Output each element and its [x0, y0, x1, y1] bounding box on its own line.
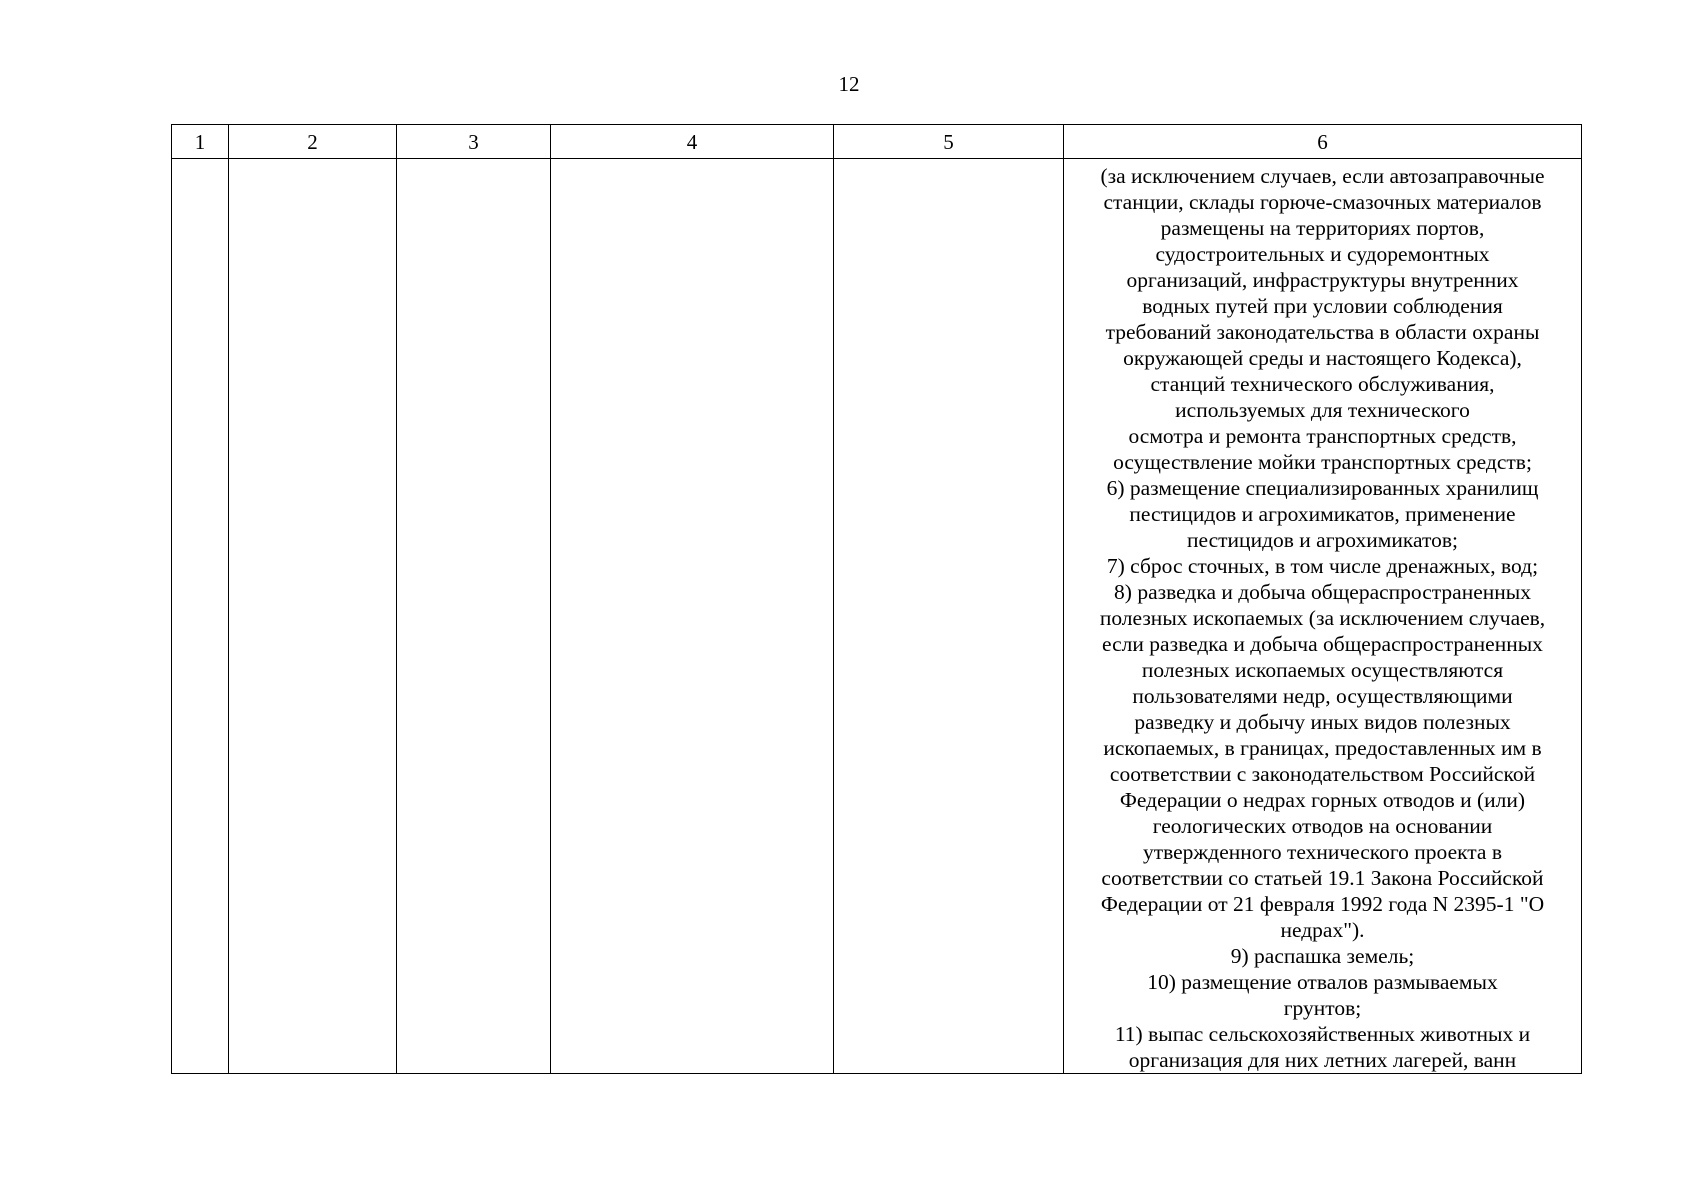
text-line: судостроительных и судоремонтных	[1155, 242, 1490, 266]
text-line: окружающей среды и настоящего Кодекса),	[1123, 346, 1522, 370]
table-row	[172, 159, 1582, 1074]
text-line: размещены на территориях портов,	[1160, 216, 1485, 240]
text-line: 9) распашка земель;	[1230, 944, 1415, 968]
text-line: пестицидов и агрохимикатов, применение	[1129, 502, 1516, 526]
text-line: (за исключением случаев, если автозаправочные	[1100, 164, 1545, 188]
column-header-5: 5	[834, 125, 1064, 159]
table-cell-col4	[551, 159, 834, 1074]
text-line: 7) сброс сточных, в том числе дренажных, вод;	[1106, 554, 1539, 578]
text-line: 10) размещение отвалов размываемых	[1147, 970, 1498, 994]
text-line: 8) разведка и добыча общераспространенных	[1114, 580, 1531, 604]
text-line: если разведка и добыча общераспространенных	[1102, 632, 1543, 656]
text-line: недрах").	[1280, 918, 1365, 942]
text-line: водных путей при условии соблюдения	[1142, 294, 1503, 318]
column-header-2: 2	[229, 125, 397, 159]
text-line: ископаемых, в границах, предоставленных им в	[1103, 736, 1542, 760]
cell-text-block	[1064, 159, 1581, 1073]
text-line: станций технического обслуживания,	[1150, 372, 1495, 396]
text-line: 11) выпас сельскохозяйственных животных и	[1114, 1022, 1531, 1046]
text-line: пользователями недр, осуществляющими	[1132, 684, 1513, 708]
page-number: 12	[838, 72, 860, 96]
table-cell-col5	[834, 159, 1064, 1074]
text-line: Федерации от 21 февраля 1992 года N 2395-1 "О	[1100, 892, 1545, 916]
text-line: грунтов;	[1283, 996, 1362, 1020]
text-line: осуществление мойки транспортных средств;	[1113, 450, 1532, 474]
text-line: соответствии с законодательством Российской	[1109, 762, 1536, 786]
text-line: разведку и добычу иных видов полезных	[1134, 710, 1511, 734]
column-header-6: 6	[1064, 125, 1582, 159]
text-line: утвержденного технического проекта в	[1142, 840, 1503, 864]
column-header-1: 1	[172, 125, 229, 159]
table-cell-col3	[397, 159, 551, 1074]
text-line: соответствии со статьей 19.1 Закона Российской	[1101, 866, 1544, 890]
text-line: пестицидов и агрохимикатов;	[1187, 528, 1458, 552]
text-line: станции, склады горюче-смазочных материалов	[1103, 190, 1542, 214]
text-line: Федерации о недрах горных отводов и (или)	[1119, 788, 1526, 812]
text-line: требований законодательства в области охраны	[1105, 320, 1540, 344]
document-table	[171, 124, 1582, 1074]
text-line: 6) размещение специализированных хранилищ	[1106, 476, 1539, 500]
text-line: организаций, инфраструктуры внутренних	[1126, 268, 1519, 292]
column-header-3: 3	[397, 125, 551, 159]
text-line: полезных ископаемых осуществляются	[1141, 658, 1504, 682]
text-line: организация для них летних лагерей, ванн	[1128, 1048, 1517, 1072]
table-cell-col1	[172, 159, 229, 1074]
table-cell-col6	[1064, 159, 1582, 1074]
text-line: осмотра и ремонта транспортных средств,	[1128, 424, 1517, 448]
text-line: используемых для технического	[1175, 398, 1470, 422]
column-header-4: 4	[551, 125, 834, 159]
table-cell-col2	[229, 159, 397, 1074]
table-header-row	[172, 125, 1582, 159]
text-line: геологических отводов на основании	[1152, 814, 1493, 838]
text-line: полезных ископаемых (за исключением случаев,	[1099, 606, 1546, 630]
